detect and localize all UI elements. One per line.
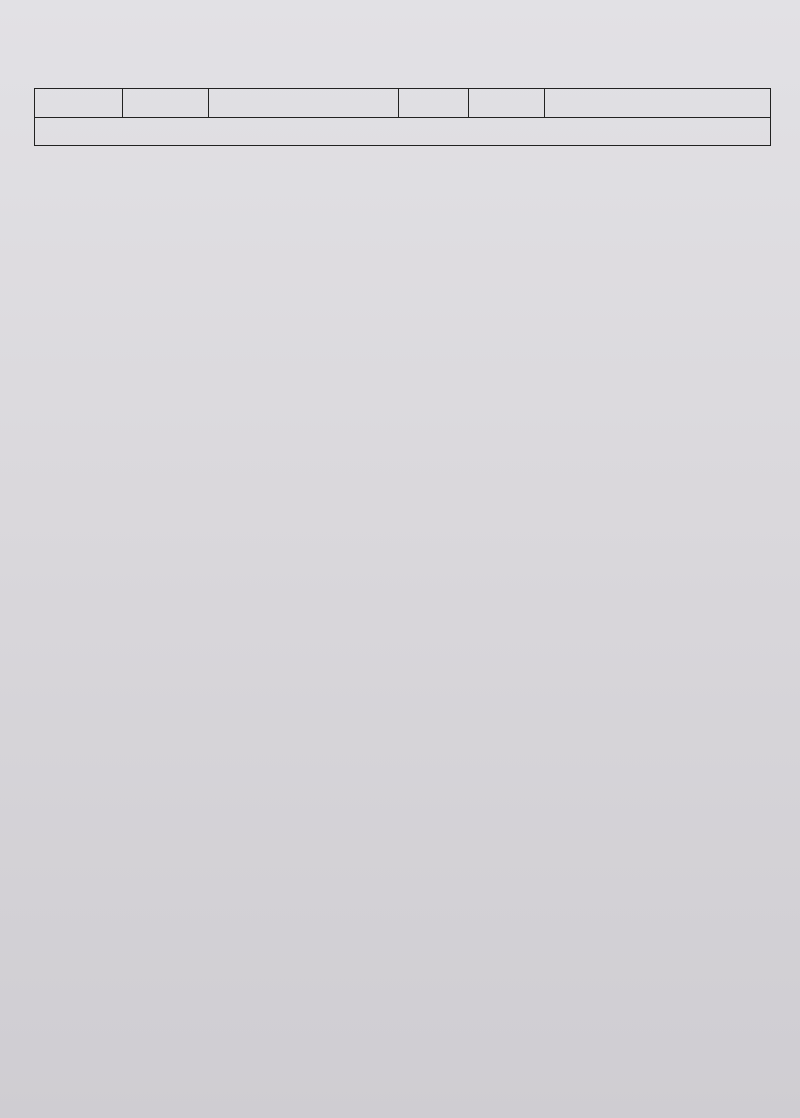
section2-title [35,117,771,146]
section2-heading-row [35,117,771,146]
section2-heading-body [35,117,771,146]
timetable [34,88,771,146]
table-header-row [35,89,771,118]
header-num-right [399,89,469,118]
header-departures-right [545,89,771,118]
header-vyp-left [123,89,209,118]
header-vyp-right [469,89,545,118]
header-num-left [35,89,123,118]
header-departures-left [209,89,399,118]
